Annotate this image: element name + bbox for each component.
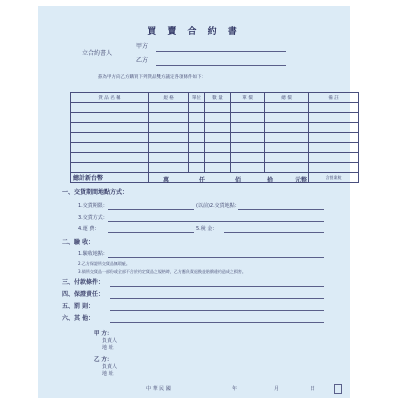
total-unit-shi: 拾: [267, 177, 274, 184]
section1-item5-line: [224, 232, 324, 233]
document-title: 買 賣 合 約 書: [147, 27, 241, 37]
section1-item2-line-right: [238, 209, 324, 210]
header-remarks: 備 註: [309, 93, 359, 103]
table-row: [71, 103, 359, 113]
total-unit-wan: 萬: [163, 177, 170, 184]
section5-line: [110, 310, 324, 311]
total-row: [71, 173, 359, 183]
header-spec: 規 格: [149, 93, 189, 103]
sign-b-label: 乙 方：: [94, 357, 113, 363]
section1-item3-line: [108, 221, 324, 222]
sign-a-addr: 地 址: [102, 345, 114, 351]
section1-label: 一、交貨期間地點方式：: [62, 189, 129, 196]
section3-line: [110, 286, 324, 287]
header-goods-name: 貨 品 名 稱: [71, 93, 149, 103]
section2-item1-line: [108, 257, 324, 258]
section4-line: [110, 298, 324, 299]
table-row: [71, 143, 359, 153]
party-a-line: [156, 51, 286, 52]
party-b-line: [156, 65, 286, 66]
date-day: 日: [310, 386, 316, 392]
parties-label: 立合約書人: [82, 50, 113, 57]
table-row: [71, 133, 359, 143]
section1-item4: 4.運 費：: [78, 226, 100, 232]
header-total-price: 總 價: [265, 93, 309, 103]
sign-a-label: 甲 方：: [94, 331, 113, 337]
section2-item1: 1.驗收地點：: [78, 251, 108, 257]
header-quantity: 數 量: [205, 93, 231, 103]
section1-item1: 1.交貨期限：: [78, 203, 108, 209]
header-unit-price: 單 價: [231, 93, 265, 103]
table-row: [71, 113, 359, 123]
date-year: 年: [232, 386, 238, 392]
date-month: 月: [274, 386, 280, 392]
total-unit-bai: 佰: [235, 177, 242, 184]
total-unit-yuan: 元整: [295, 177, 308, 184]
goods-table: [70, 92, 359, 183]
section6-line: [110, 322, 324, 323]
section5-label: 五、罰 則：: [62, 303, 95, 310]
table-row: [71, 123, 359, 133]
section6-label: 六、其 他：: [62, 315, 95, 322]
section2-item3: 3.倘所交貨品一部份或全部不合於約定貨品之規格時，乙方應負責退換並賠償違約造成之損害。: [78, 269, 246, 274]
section3-label: 三、付款條件：: [62, 279, 105, 286]
sign-a-rep: 負責人: [102, 338, 118, 344]
sign-b-rep: 負責人: [102, 364, 118, 370]
total-unit-qian: 仟: [199, 177, 206, 184]
total-label: 總計新台幣: [71, 173, 149, 183]
party-a-label: 甲方: [136, 43, 149, 50]
total-amount-cell: [149, 173, 309, 183]
section4-label: 四、保證責任：: [62, 291, 105, 298]
contract-paper: [38, 6, 350, 398]
section2-item2: 2.乙方保證所交貨品無瑕疵。: [78, 261, 130, 266]
date-era: 中 華 民 國: [146, 386, 171, 392]
party-b-label: 乙方: [136, 57, 149, 64]
sign-b-addr: 地 址: [102, 371, 114, 377]
section1-item1-right: (以前)2.交貨地點：: [196, 203, 240, 209]
section2-label: 二、驗 收：: [62, 239, 95, 246]
table-row: [71, 153, 359, 163]
total-note: 含營業稅: [309, 173, 359, 183]
section1-item3: 3.交貨方式：: [78, 215, 108, 221]
table-row: [71, 163, 359, 173]
corner-mark: [334, 384, 342, 394]
intro-text: 茲為甲方向乙方購買下列貨品雙方議定各項條件如下：: [98, 75, 206, 80]
section1-item1-line: [108, 209, 194, 210]
section1-item4-line: [108, 232, 194, 233]
section1-item5: 5.稅 金：: [196, 226, 218, 232]
header-unit: 單位: [189, 93, 205, 103]
table-header-row: [71, 93, 359, 103]
